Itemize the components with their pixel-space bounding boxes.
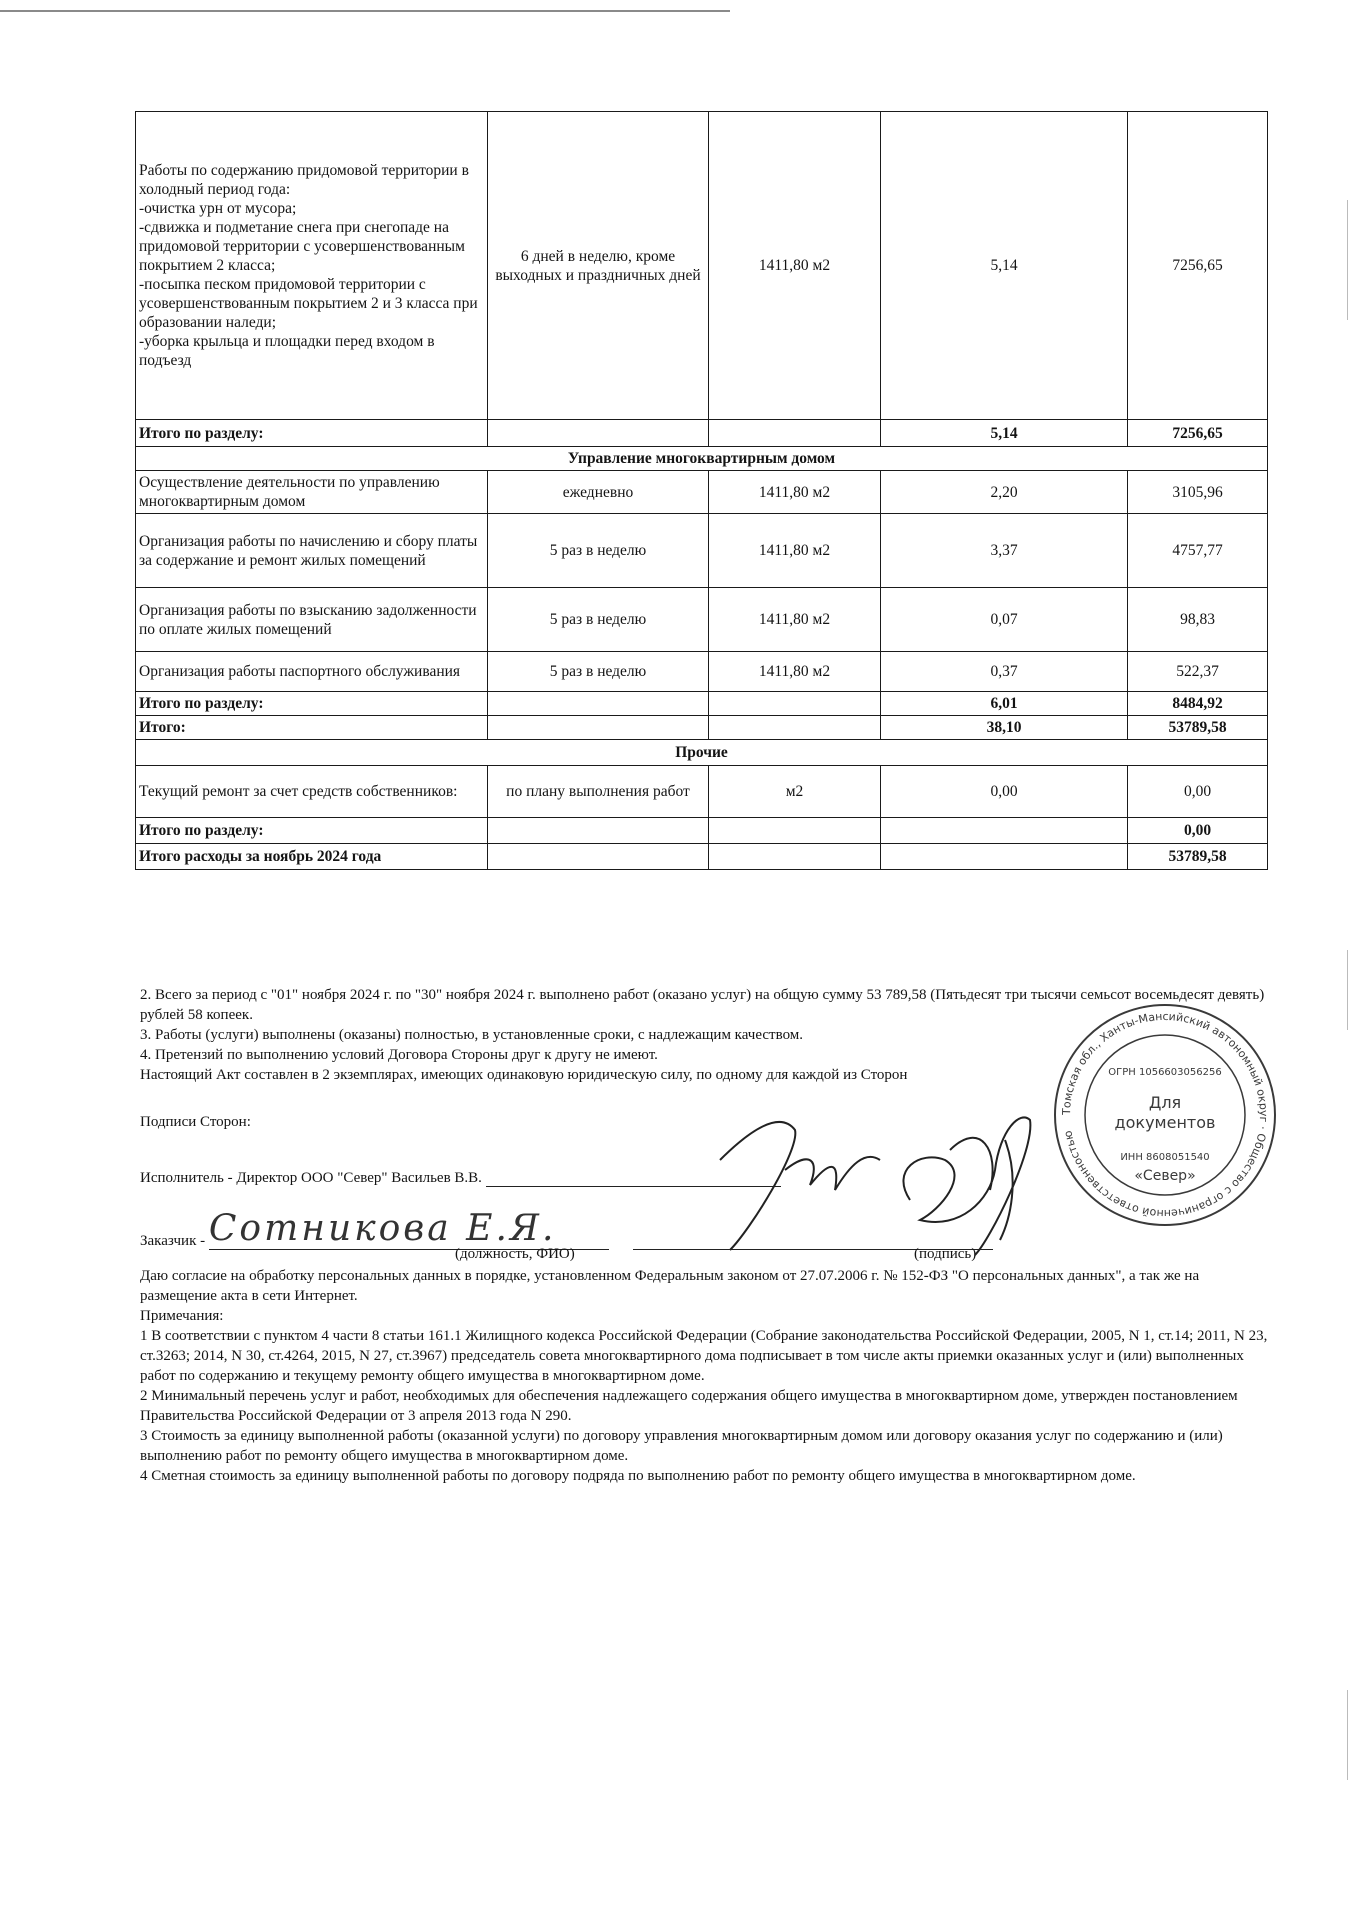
cell-sum: 0,00 — [1128, 818, 1268, 844]
paragraph-quality: 3. Работы (услуги) выполнены (оказаны) полностью, в установленные сроки, с надлежащим качеством. — [140, 1027, 804, 1043]
cell-rate: 6,01 — [881, 692, 1128, 716]
cell-sum: 53789,58 — [1128, 716, 1268, 740]
cell-frequency: 5 раз в неделю — [488, 652, 709, 692]
cell-area — [709, 716, 881, 740]
cell-rate — [881, 818, 1128, 844]
total-row — [136, 818, 1268, 844]
cell-rate: 5,14 — [881, 112, 1128, 420]
cell-sum: 8484,92 — [1128, 692, 1268, 716]
stamp-ring-text: Томская обл., Ханты-Мансийский автономный округ · Общество с ограниченной ответственностью — [1059, 1009, 1271, 1221]
signatures-title: Подписи Сторон: — [140, 1114, 251, 1130]
cell-sum: 7256,65 — [1128, 112, 1268, 420]
stamp-ogrn: ОГРН 1056603056256 — [1108, 1067, 1222, 1078]
remarks-title: Примечания: — [140, 1308, 224, 1324]
cell-name: Организация работы паспортного обслуживания — [136, 652, 488, 692]
paragraph-copies: Настоящий Акт составлен в 2 экземплярах, имеющих одинаковую юридическую силу, по одному для каждой из Сторон — [140, 1067, 908, 1083]
cell-area: 1411,80 м2 — [709, 588, 881, 652]
cell-area — [709, 420, 881, 447]
customer-handwritten-name: Сотникова Е.Я. — [208, 1208, 557, 1249]
stamp-center-line2: документов — [1114, 1113, 1216, 1132]
cell-name: Итого по разделу: — [136, 692, 488, 716]
cell-rate: 0,37 — [881, 652, 1128, 692]
total-row — [136, 420, 1268, 447]
cell-frequency: по плану выполнения работ — [488, 766, 709, 818]
cell-sum: 0,00 — [1128, 766, 1268, 818]
cell-rate: 0,07 — [881, 588, 1128, 652]
cell-frequency — [488, 818, 709, 844]
company-stamp — [1050, 1000, 1280, 1230]
scan-edge-mark — [1347, 950, 1354, 1030]
table-row — [136, 652, 1268, 692]
consent-and-remarks — [140, 1266, 1272, 1486]
cell-frequency: 5 раз в неделю — [488, 588, 709, 652]
scan-edge-mark — [1347, 1690, 1354, 1780]
cell-frequency — [488, 716, 709, 740]
section-header-row — [136, 740, 1268, 766]
cell-frequency: 5 раз в неделю — [488, 514, 709, 588]
cell-frequency: ежедневно — [488, 471, 709, 514]
stamp-center-line1: Для — [1148, 1093, 1182, 1112]
total-row — [136, 692, 1268, 716]
cell-name: Работы по содержанию придомовой территории в холодный период года: -очистка урн от мусора; -сдвижка и подметание снега при снегопаде на придомовой территории с усовершенствованным покрытием 2 класса; -посыпка песком придомовой территории с усовершенствованным покрытием 2 и 3 класса при образовании наледи; -уборка крыльца и площадки перед входом в подъезд — [136, 112, 488, 420]
cell-rate: 3,37 — [881, 514, 1128, 588]
cell-frequency: 6 дней в неделю, кроме выходных и праздничных дней — [488, 112, 709, 420]
remark-2: 2 Минимальный перечень услуг и работ, необходимых для обеспечения надлежащего содержания общего имущества в многоквартирном доме, утвержден постановлением Правительства Российской Федерации от 3 апреля 2013 года N 290. — [140, 1388, 1238, 1424]
total-row — [136, 716, 1268, 740]
cell-name: Организация работы по начислению и сбору платы за содержание и ремонт жилых помещений — [136, 514, 488, 588]
section-title: Управление многоквартирным домом — [136, 447, 1268, 471]
cell-area: м2 — [709, 766, 881, 818]
cell-name: Текущий ремонт за счет средств собственников: — [136, 766, 488, 818]
cell-sum: 3105,96 — [1128, 471, 1268, 514]
paragraph-total-amount: 2. Всего за период с "01" ноября 2024 г. по "30" ноября 2024 г. выполнено работ (оказано услуг) на общую сумму 53 789,58 (Пятьдесят три тысячи семьсот восемьдесят девять) рублей 58 копеек. — [140, 987, 1265, 1023]
paragraph-no-claims: 4. Претензий по выполнению условий Договора Стороны друг к другу не имеют. — [140, 1047, 658, 1063]
cell-name: Организация работы по взысканию задолженности по оплате жилых помещений — [136, 588, 488, 652]
customer-label: Заказчик - — [140, 1233, 206, 1249]
scan-edge-line — [0, 10, 730, 12]
cell-sum: 98,83 — [1128, 588, 1268, 652]
services-table — [135, 111, 1268, 870]
remark-3: 3 Стоимость за единицу выполненной работы (оказанной услуги) по договору управления многоквартирным домом или договору оказания услуг по содержанию и (или) выполнению работ по ремонту общего имущества в многоквартирном доме. — [140, 1428, 1223, 1464]
table-row — [136, 514, 1268, 588]
cell-area: 1411,80 м2 — [709, 652, 881, 692]
cell-area: 1411,80 м2 — [709, 514, 881, 588]
cell-area: 1411,80 м2 — [709, 471, 881, 514]
total-row — [136, 844, 1268, 870]
cell-name: Итого по разделу: — [136, 818, 488, 844]
stamp-inn: ИНН 8608051540 — [1120, 1152, 1210, 1163]
executor-signature-scribble — [690, 1090, 1050, 1260]
cell-area — [709, 692, 881, 716]
cell-frequency — [488, 420, 709, 447]
table-row — [136, 588, 1268, 652]
stamp-company-name: «Север» — [1134, 1168, 1196, 1184]
table-row — [136, 112, 1268, 420]
table-row — [136, 471, 1268, 514]
cell-name: Итого: — [136, 716, 488, 740]
cell-rate — [881, 844, 1128, 870]
cell-name: Осуществление деятельности по управлению многоквартирным домом — [136, 471, 488, 514]
services-table-body — [136, 112, 1268, 870]
cell-frequency — [488, 844, 709, 870]
cell-sum: 4757,77 — [1128, 514, 1268, 588]
cell-area — [709, 844, 881, 870]
caption-signature: (подпись) — [914, 1246, 977, 1262]
cell-frequency — [488, 692, 709, 716]
cell-rate: 2,20 — [881, 471, 1128, 514]
cell-sum: 53789,58 — [1128, 844, 1268, 870]
cell-rate: 38,10 — [881, 716, 1128, 740]
cell-area — [709, 818, 881, 844]
section-header-row — [136, 447, 1268, 471]
cell-sum: 7256,65 — [1128, 420, 1268, 447]
remark-1: 1 В соответствии с пунктом 4 части 8 статьи 161.1 Жилищного кодекса Российской Федерации (Собрание законодательства Российской Федерации, 2005, N 1, ст.14; 2011, N 23, ст.3263; 2014, N 30, ст.4264, 2015, N 27, ст.3967) председатель совета многоквартирного дома подписывает в том числе акты приемки оказанных услуг и (или) выполненных работ по содержанию и текущему ремонту общего имущества в многоквартирном доме. — [140, 1328, 1268, 1384]
executor-label: Исполнитель - Директор ООО "Север" Васильев В.В. — [140, 1170, 482, 1186]
cell-name: Итого по разделу: — [136, 420, 488, 447]
scan-edge-mark — [1347, 200, 1354, 320]
remark-4: 4 Сметная стоимость за единицу выполненной работы по договору подряда по выполнению работ по ремонту общего имущества в многоквартирном доме. — [140, 1468, 1136, 1484]
cell-area: 1411,80 м2 — [709, 112, 881, 420]
cell-rate: 0,00 — [881, 766, 1128, 818]
section-title: Прочие — [136, 740, 1268, 766]
consent-text: Даю согласие на обработку персональных данных в порядке, установленном Федеральным законом от 27.07.2006 г. № 152-ФЗ "О персональных данных", а так же на размещение акта в сети Интернет. — [140, 1268, 1200, 1304]
customer-name-field — [209, 1208, 609, 1250]
cell-name: Итого расходы за ноябрь 2024 года — [136, 844, 488, 870]
cell-rate: 5,14 — [881, 420, 1128, 447]
table-row — [136, 766, 1268, 818]
caption-position-name: (должность, ФИО) — [455, 1246, 575, 1262]
cell-sum: 522,37 — [1128, 652, 1268, 692]
